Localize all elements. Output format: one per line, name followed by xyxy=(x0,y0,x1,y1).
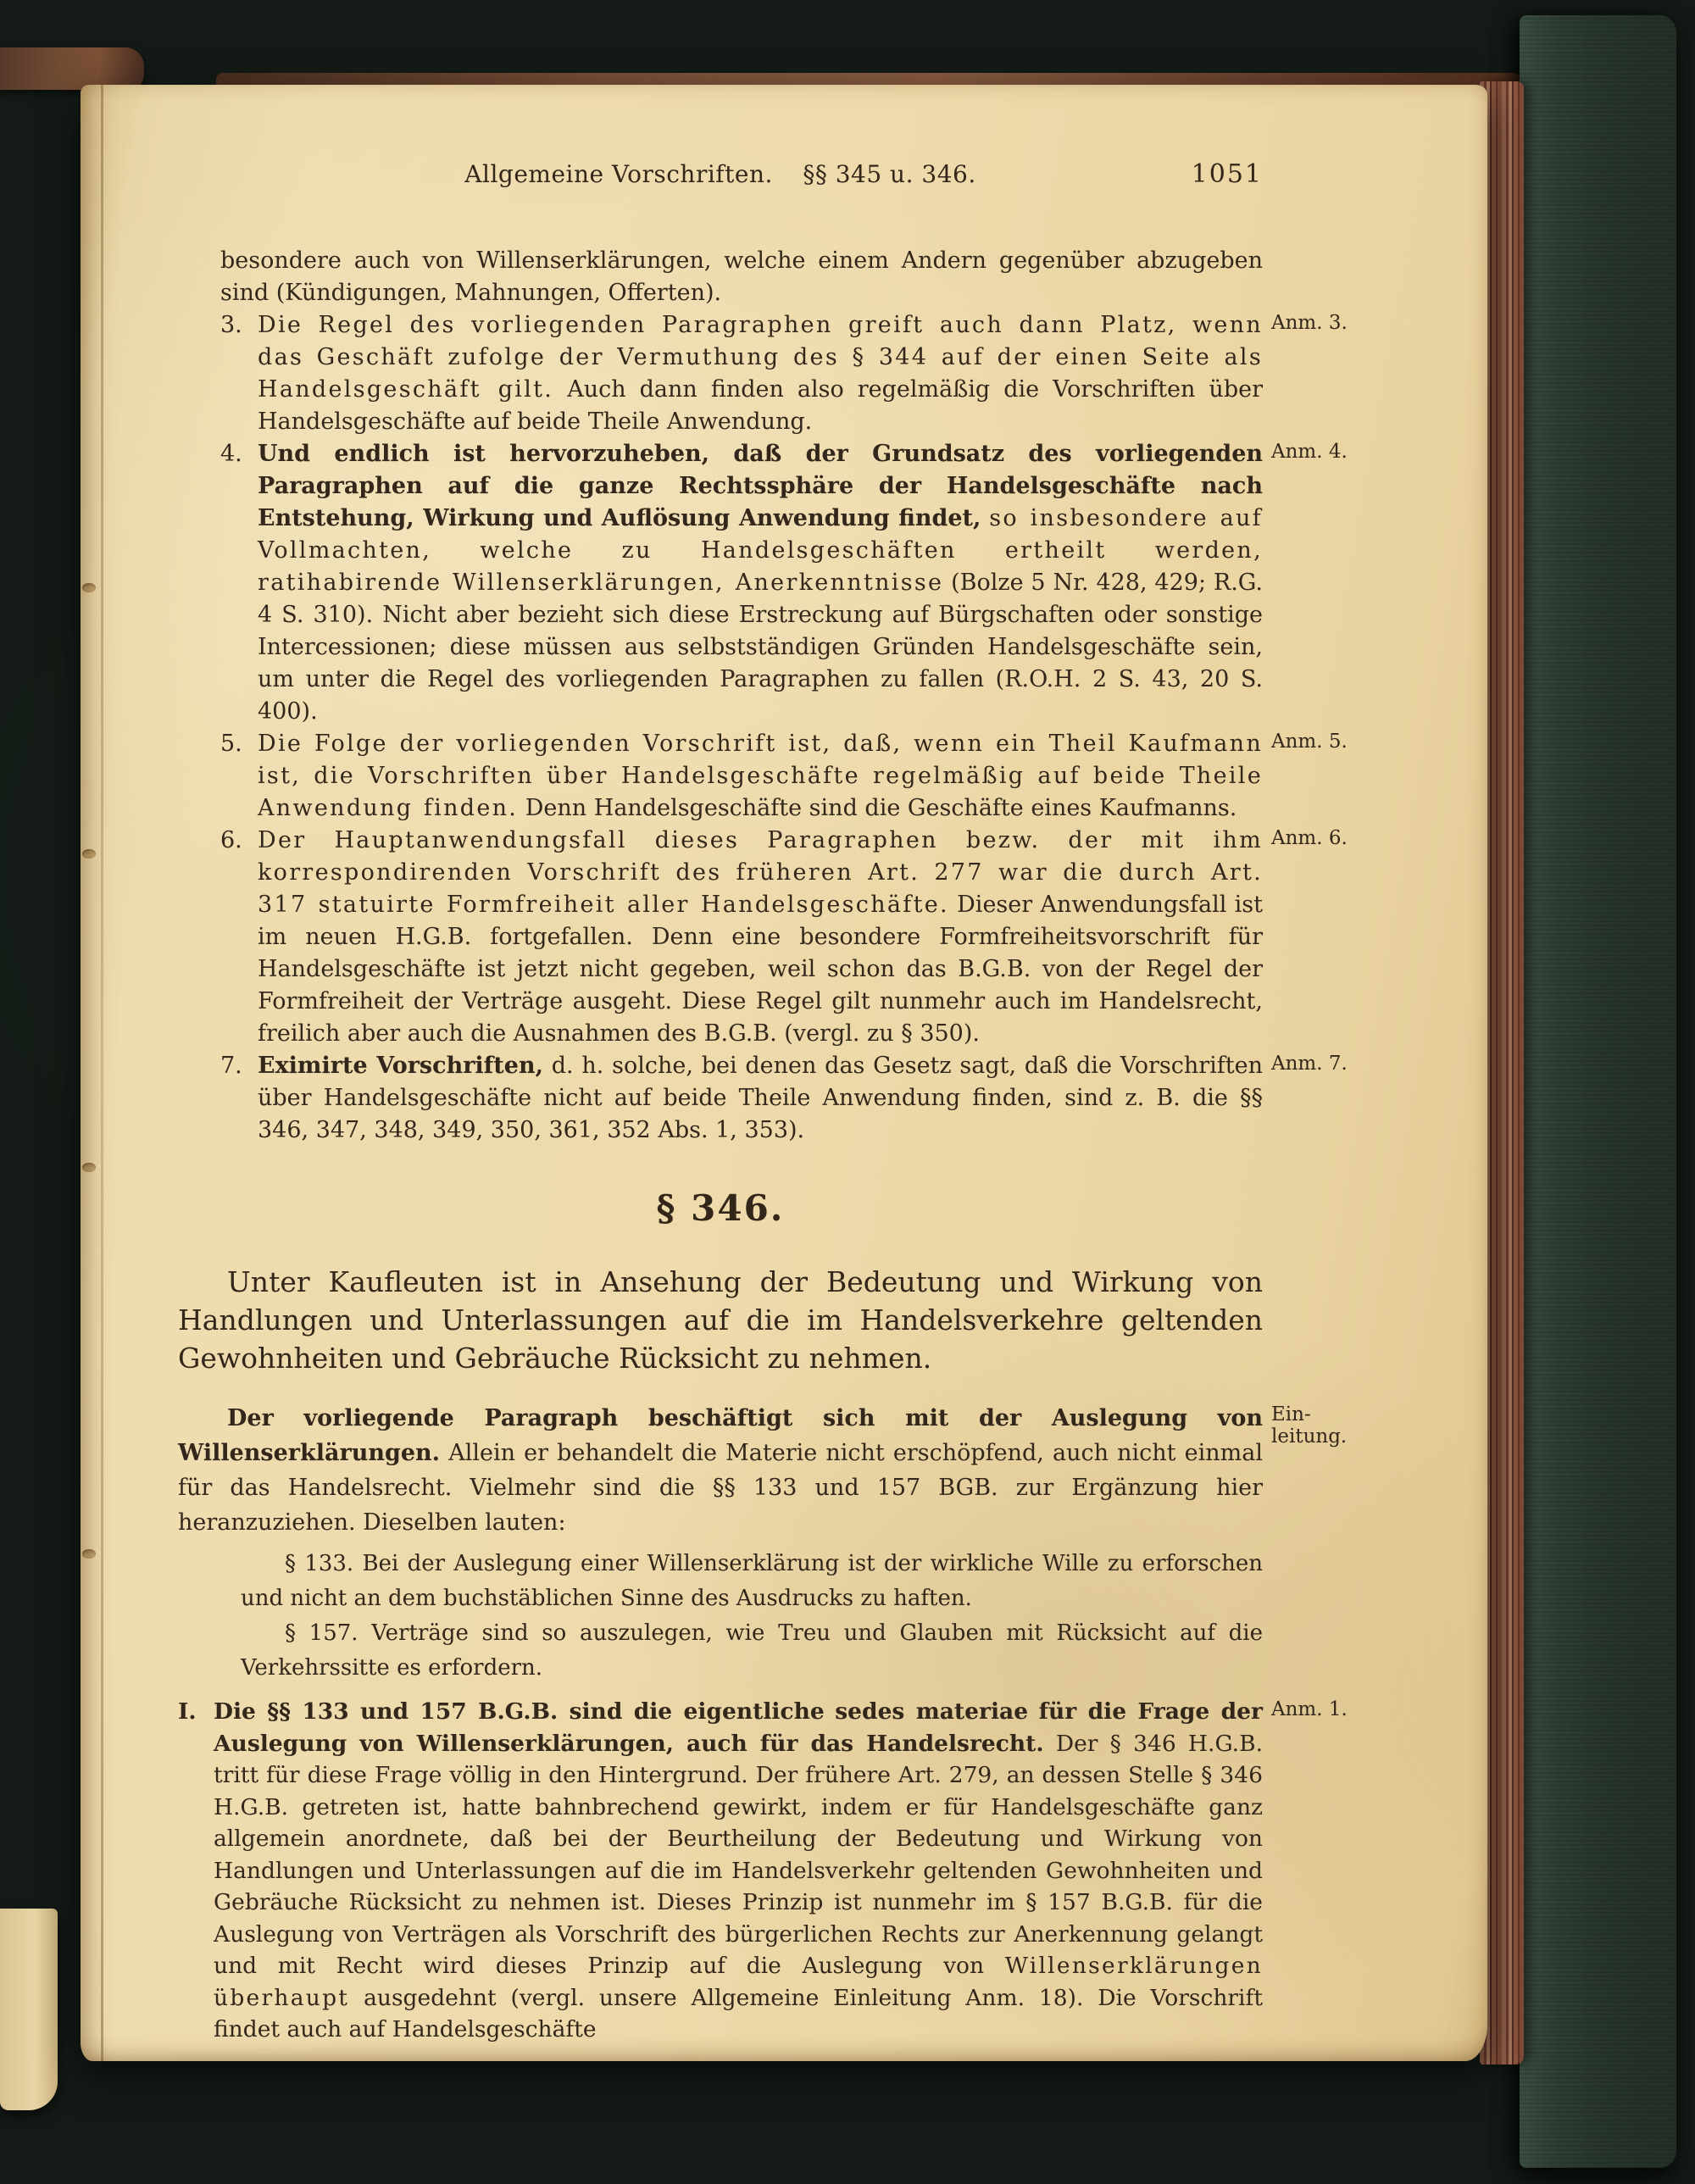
margin-note-anm-1: Anm. 1. xyxy=(1271,1698,1348,1720)
annotation-item-6 xyxy=(220,825,1348,1050)
item-number: 6. xyxy=(220,827,242,853)
annotation-item-5 xyxy=(220,728,1348,825)
item-spaced-text: Die Regel des vorliegenden Paragraphen greift auch dann Platz, wenn das Geschäft zufolge der Vermuthung des § 344 auf der einen Seite als Handelsgeschäft gilt. xyxy=(258,312,1263,403)
quote-bgb-157: § 157. Verträge sind so auszulegen, wie Treu und Glauben mit Rücksicht auf die Verkehrssitte es erfordern. xyxy=(241,1620,1263,1681)
binding-hole xyxy=(82,1163,96,1172)
page-number: 1051 xyxy=(1191,159,1263,189)
item-number: 5. xyxy=(220,731,242,757)
running-head xyxy=(178,159,1263,189)
item-text: Dieser Anwendungsfall ist im neuen H.G.B. fortgefallen. Denn eine besondere Formfreiheitsvorschrift für Handelsgeschäfte ist jetzt nicht gegeben, weil schon das B.G.B. von der Regel der Formfreiheit der Verträge ausgeht. Diese Regel gilt nunmehr auch im Handelsrecht, freilich aber auch die Ausnahmen des B.G.B. (vergl. zu § 350). xyxy=(258,892,1263,1047)
item-number: 7. xyxy=(220,1053,242,1079)
anm1-bold-after: für die Frage der Auslegung von Willenserklärungen, auch für das Handelsrecht. xyxy=(214,1698,1263,1757)
item-spaced-text: so insbesondere auf Vollmachten, welche zu Handelsgeschäften ertheilt werden, ratihabirende Willenserklärungen, Anerkenntnisse xyxy=(258,505,1263,596)
item-number: I. xyxy=(178,1698,197,1725)
item-text: (Bolze 5 Nr. 428, 429; R.G. 4 S. 310). Nicht aber bezieht sich diese Erstreckung auf Bürgschaften oder sonstige Intercessionen; diese müssen aus selbstständigen Gründen Handelsgeschäfte sein, um unter die Regel des vorliegenden Paragraphen zu fallen (R.O.H. 2 S. 43, 20 S. 400). xyxy=(258,570,1263,725)
running-head-sections: §§ 345 u. 346. xyxy=(803,160,976,188)
einleitung-text: Allein er behandelt die Materie nicht erschöpfend, auch nicht einmal für das Handelsrecht. Vielmehr sind die §§ 133 und 157 BGB. zur Ergänzung hier heranzuziehen. Dieselben lauten: xyxy=(178,1440,1263,1536)
anm1-text: Der § 346 H.G.B. tritt für diese Frage völlig in den Hintergrund. Der frühere Art. 279, an dessen Stelle § 346 H.G.B. getreten ist, hatte bahnbrechend gewirkt, indem er für Handelsgeschäfte ganz allgemein anordnete, daß bei der Beurtheilung der Bedeutung und Wirkung von Handlungen und Unterlassungen auf die im Handelsverkehr geltenden Gewohnheiten und Gebräuche Rücksicht zu nehmen ist. Dieses Prinzip ist nunmehr im § 157 B.G.B. für die Auslegung von Verträgen als Vorschrift des bürgerlichen Rechts zur Anerkennung gelangt und mit Recht wird dieses Prinzip auf die Auslegung von xyxy=(214,1730,1263,1979)
annotation-item-7 xyxy=(220,1050,1348,1147)
binding-hole xyxy=(82,849,96,859)
item-text: Denn Handelsgeschäfte sind die Geschäfte eines Kaufmanns. xyxy=(525,795,1237,821)
margin-note-einleitung xyxy=(1271,1403,1359,1448)
book-page xyxy=(81,85,1487,2061)
item-spaced-text: Die Folge der vorliegenden Vorschrift ist, daß, wenn ein Theil Kaufmann ist, die Vorschriften über Handelsgeschäfte regelmäßig auf beide Theile Anwendung finden. xyxy=(258,731,1263,821)
margin-note-anm-6: Anm. 6. xyxy=(1271,827,1348,849)
section-heading: § 346. xyxy=(656,1187,785,1229)
margin-note-anm-4: Anm. 4. xyxy=(1271,441,1348,463)
margin-note-line: leitung. xyxy=(1271,1425,1348,1448)
quote-bgb-133: § 133. Bei der Auslegung einer Willenserklärung ist der wirkliche Wille zu erforschen und nicht an dem buchstäblichen Sinne des Ausdrucks zu haften. xyxy=(241,1551,1263,1611)
item-number: 4. xyxy=(220,441,242,467)
anm1-spaced-text: Willenserklärungen überhaupt xyxy=(214,1953,1263,2011)
annotations-block xyxy=(220,245,1348,1147)
anm1-bold-before: Die §§ 133 und 157 B.G.B. sind die eigentliche xyxy=(214,1698,825,1725)
running-head-title xyxy=(288,160,1153,188)
einleitung-paragraph xyxy=(178,1401,1348,1540)
item-bold-text: Und endlich ist hervorzuheben, daß der Grundsatz des vorliegenden Paragraphen auf die ganze Rechtssphäre der Handelsgeschäfte nach Entstehung, Wirkung und Auflösung Anwendung findet, xyxy=(258,441,1263,531)
paragraph-continuation xyxy=(220,245,1263,309)
running-head-text: Allgemeine Vorschriften. xyxy=(464,160,773,188)
continuation-text: besondere auch von Willenserklärungen, welche einem Andern gegenüber abzugeben sind (Kündigungen, Mahnungen, Offerten). xyxy=(220,247,1263,306)
item-text: d. h. solche, bei denen das Gesetz sagt, daß die Vorschriften über Handelsgeschäfte nicht auf beide Theile Anwendung finden, sind z. B. die §§ 346, 347, 348, 349, 350, 361, 352 Abs. 1, 353). xyxy=(258,1053,1263,1143)
item-number: 3. xyxy=(220,312,242,338)
anm1-text-after: ausgedehnt (vergl. unsere Allgemeine Einleitung Anm. 18). Die Vorschrift findet auch auf Handelsgeschäfte xyxy=(214,1984,1263,2042)
item-bold-text: Eximirte Vorschriften, xyxy=(258,1053,543,1079)
item-spaced-text: Der Hauptanwendungsfall dieses Paragraphen bezw. der mit ihm korrespondirenden Vorschrift des früheren Art. 277 war die durch Art. 317 statuirte Formfreiheit aller Handelsgeschäfte. xyxy=(258,827,1263,918)
margin-note-anm-7: Anm. 7. xyxy=(1271,1053,1348,1075)
anm1-latin-phrase: sedes materiae xyxy=(835,1698,1029,1725)
binding-hole xyxy=(82,1549,96,1559)
margin-note-anm-3: Anm. 3. xyxy=(1271,312,1348,334)
page-corner-sliver xyxy=(0,1909,58,2110)
annotation-item-4 xyxy=(220,438,1348,728)
margin-note-line: Ein- xyxy=(1271,1403,1311,1425)
item-text: Auch dann finden also regelmäßig die Vorschriften über Handelsgeschäfte auf beide Theile Anwendung. xyxy=(258,376,1263,435)
einleitung-bold-text: Der vorliegende Paragraph beschäftigt sich mit der Auslegung von Willenserklärungen. xyxy=(178,1405,1263,1466)
back-cover xyxy=(1520,15,1676,2168)
commentary-anm-1 xyxy=(178,1696,1348,2046)
margin-note-anm-5: Anm. 5. xyxy=(1271,731,1348,753)
annotation-item-3 xyxy=(220,309,1348,438)
statute-text: Unter Kaufleuten ist in Ansehung der Bedeutung und Wirkung von Handlungen und Unterlassungen auf die im Handelsverkehre geltenden Gewohnheiten und Gebräuche Rücksicht zu nehmen. xyxy=(178,1265,1263,1375)
spine-fragment xyxy=(0,47,144,90)
binding-hole xyxy=(82,583,96,592)
